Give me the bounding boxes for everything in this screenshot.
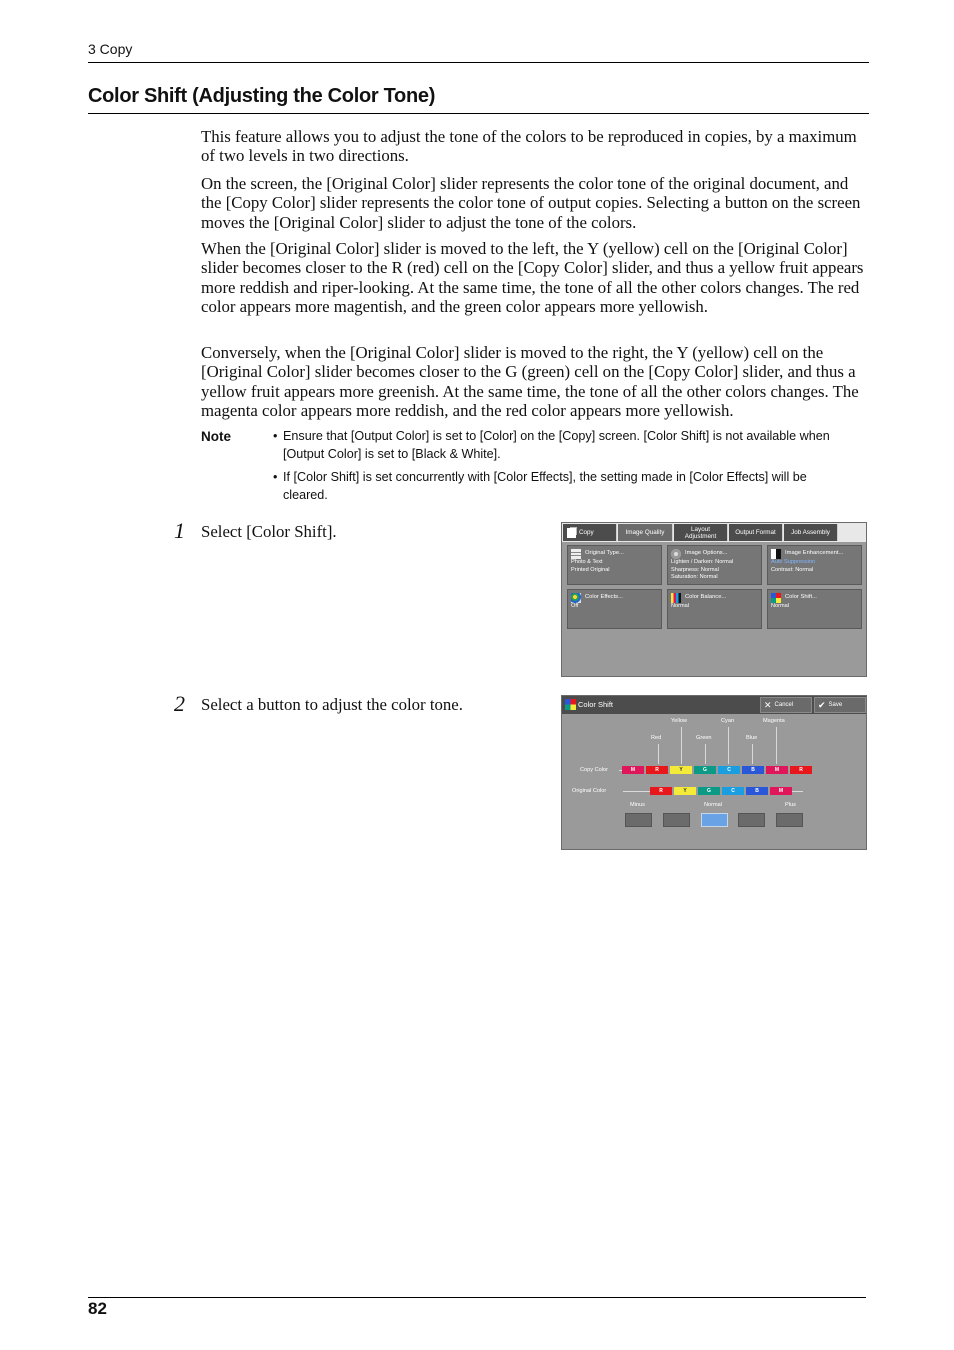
color-cell-g: G xyxy=(694,766,716,774)
original-color-label: Original Color xyxy=(572,788,607,794)
header-divider xyxy=(88,62,869,63)
save-label: Save xyxy=(828,702,843,708)
label-red: Red xyxy=(651,735,662,741)
tab-bar xyxy=(562,523,867,542)
paragraph-move-left: When the [Original Color] slider is moved to the left, the Y (yellow) cell on the [Original Color] slider becomes closer to the R (red) cell on the [Copy Color] slider, and thus a yellow fruit appears more reddish and riper-looking. At the same time, the tone of all the other colors changes. The red color appears more magentish, and the green color appears more yellowish. xyxy=(201,239,864,316)
button-title: Color Shift... xyxy=(785,593,817,600)
color-effects-button[interactable] xyxy=(567,589,662,629)
button-title: Image Enhancement... xyxy=(785,549,844,556)
label-cyan: Cyan xyxy=(721,718,735,724)
color-balance-icon xyxy=(671,593,681,603)
tab-job-assembly[interactable] xyxy=(784,524,838,541)
tab-layout-adjustment[interactable] xyxy=(674,524,728,541)
button-title: Original Type... xyxy=(585,549,624,556)
color-cell-y: Y xyxy=(674,787,696,795)
guide-line xyxy=(728,727,729,764)
button-value: Printed Original xyxy=(571,566,610,573)
color-cell-m: M xyxy=(766,766,788,774)
tab-label: Job Assembly xyxy=(791,529,830,536)
copy-icon xyxy=(567,528,576,538)
step-number: 2 xyxy=(174,691,185,716)
paragraph-move-right: Conversely, when the [Original Color] slider is moved to the right, the Y (yellow) cell on the [Original Color] slider becomes closer to the G (green) cell on the [Copy Color] slider, and thus a yellow fruit appears more greenish. At the same time, the tone of all the other colors changes. The magenta color appears more reddish, and the red color appears more yellowish. xyxy=(201,343,859,420)
page-number: 82 xyxy=(88,1299,107,1318)
color-cell-m: M xyxy=(770,787,792,795)
note-label: Note xyxy=(201,429,231,444)
guide-line xyxy=(776,727,777,764)
note-item xyxy=(273,469,853,504)
shift-normal-button[interactable] xyxy=(701,813,728,827)
color-effects-icon xyxy=(571,593,581,603)
color-shift-icon xyxy=(565,699,576,710)
color-cell-g: G xyxy=(698,787,720,795)
color-cell-y: Y xyxy=(670,766,692,774)
guide-line xyxy=(658,744,659,764)
scale-minus-label: Minus xyxy=(630,802,645,808)
button-title: Image Options... xyxy=(685,549,728,556)
shift-minus-1-button[interactable] xyxy=(663,813,690,827)
paragraph-intro: This feature allows you to adjust the tone of the colors to be reproduced in copies, by a maximum of two levels in two directions. xyxy=(201,127,857,166)
copy-color-label: Copy Color xyxy=(580,767,608,773)
tab-copy[interactable] xyxy=(563,524,617,541)
close-icon: ✕ xyxy=(764,699,772,710)
color-cell-r: R xyxy=(646,766,668,774)
scale-normal-label: Normal xyxy=(704,802,723,808)
bullet: • xyxy=(273,470,278,484)
shift-minus-2-button[interactable] xyxy=(625,813,652,827)
check-icon: ✔ xyxy=(818,699,826,710)
label-blue: Blue xyxy=(746,735,758,741)
color-cell-c: C xyxy=(718,766,740,774)
step-number: 1 xyxy=(174,518,185,543)
color-cell-b: B xyxy=(746,787,768,795)
slider-track xyxy=(623,791,650,792)
original-type-button[interactable] xyxy=(567,545,662,585)
bullet: • xyxy=(273,429,278,443)
label-yellow: Yellow xyxy=(671,718,687,724)
cancel-button[interactable] xyxy=(760,697,812,713)
dialog-title-bar xyxy=(562,696,867,714)
guide-line xyxy=(681,727,682,764)
label-magenta: Magenta xyxy=(763,718,785,724)
color-cell-r: R xyxy=(790,766,812,774)
shift-plus-1-button[interactable] xyxy=(738,813,765,827)
label-green: Green xyxy=(696,735,712,741)
color-cell-c: C xyxy=(722,787,744,795)
button-value: Normal xyxy=(771,603,790,609)
title-divider xyxy=(88,113,869,114)
tab-label: Layout Adjustment xyxy=(684,525,717,540)
shift-plus-2-button[interactable] xyxy=(776,813,803,827)
color-balance-button[interactable] xyxy=(667,589,762,629)
color-cell-b: B xyxy=(742,766,764,774)
guide-line xyxy=(705,744,706,764)
color-shift-button[interactable] xyxy=(767,589,862,629)
image-options-button[interactable] xyxy=(667,545,762,585)
button-title: Color Effects... xyxy=(585,593,623,600)
chapter-header: 3 Copy xyxy=(88,41,133,57)
button-value: Sharpness: Normal xyxy=(671,566,719,573)
button-value: Lighten / Darken: Normal xyxy=(671,559,734,565)
document-icon xyxy=(571,549,581,559)
button-value: Contrast: Normal xyxy=(771,566,814,573)
button-value: Off xyxy=(571,603,579,609)
note-item xyxy=(273,428,853,463)
cancel-label: Cancel xyxy=(774,702,794,708)
step-text: Select [Color Shift]. xyxy=(201,522,337,541)
paragraph-sliders: On the screen, the [Original Color] slider represents the color tone of the original document, and the [Copy Color] slider represents the color tone of output copies. Selecting a button on the screen moves the [Original Color] slider to adjust the tone of the colors. xyxy=(201,174,861,232)
tab-label: Image Quality xyxy=(625,529,665,536)
button-value: Auto Suppression xyxy=(771,559,816,565)
button-value: Saturation: Normal xyxy=(671,574,718,581)
brightness-icon xyxy=(671,549,681,559)
save-button[interactable] xyxy=(814,697,866,713)
contrast-icon xyxy=(771,549,781,559)
note-text: Ensure that [Output Color] is set to [Color] on the [Copy] screen. [Color Shift] is not available when [Output Color] is set to [Black & White]. xyxy=(283,429,830,461)
image-quality-screen xyxy=(561,522,867,677)
button-value: Normal xyxy=(671,603,690,609)
tab-label: Copy xyxy=(579,529,594,536)
guide-line xyxy=(752,744,753,764)
tab-image-quality[interactable] xyxy=(618,524,673,541)
tab-label: Output Format xyxy=(735,529,776,536)
color-cell-m: M xyxy=(622,766,644,774)
step-text: Select a button to adjust the color tone. xyxy=(201,695,463,714)
dialog-title: Color Shift xyxy=(578,700,614,709)
color-shift-icon xyxy=(771,593,781,603)
tab-output-format[interactable] xyxy=(729,524,783,541)
button-title: Color Balance... xyxy=(685,593,727,600)
note-text: If [Color Shift] is set concurrently with [Color Effects], the setting made in [Color Effects] will be cleared. xyxy=(283,470,807,502)
footer-divider xyxy=(88,1297,866,1298)
button-value: Photo & Text xyxy=(571,559,603,565)
section-title: Color Shift (Adjusting the Color Tone) xyxy=(88,85,436,107)
color-shift-screen xyxy=(561,695,867,850)
scale-plus-label: Plus xyxy=(785,802,796,808)
color-cell-r: R xyxy=(650,787,672,795)
image-enhancement-button[interactable] xyxy=(767,545,862,585)
